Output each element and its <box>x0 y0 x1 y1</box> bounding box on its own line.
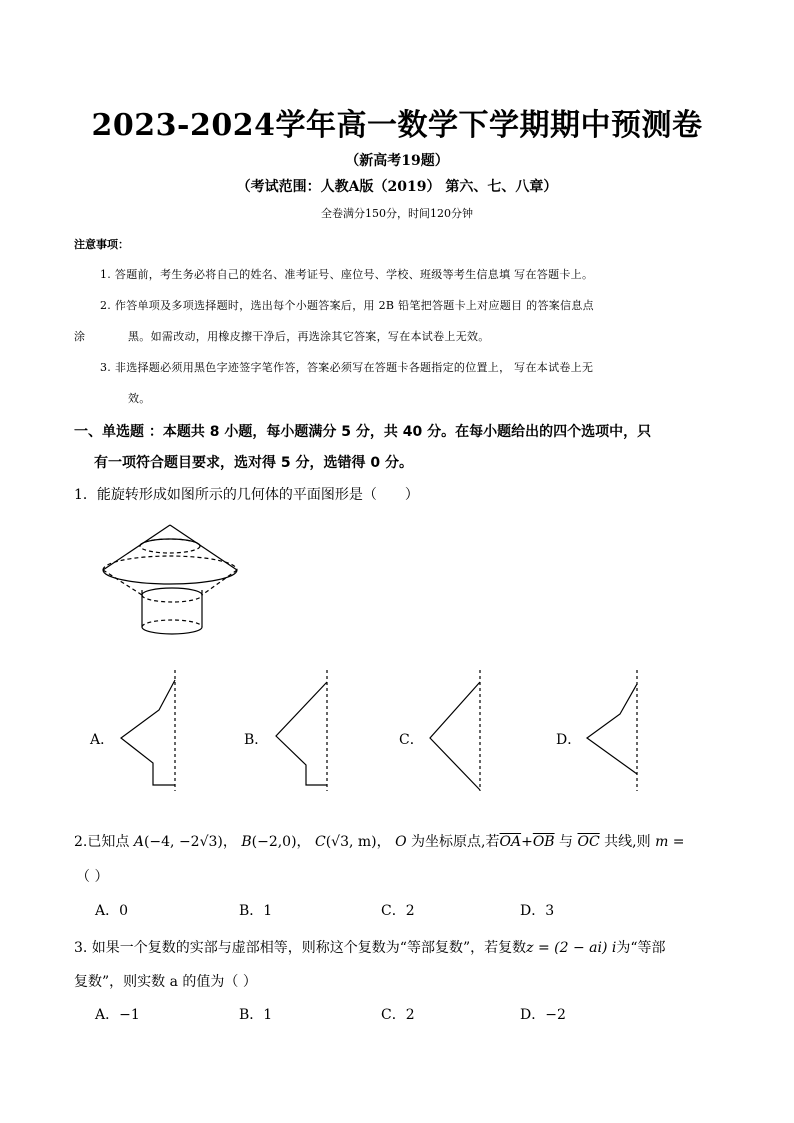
question-2-line-1 <box>74 831 685 851</box>
note-item-2-cont-a: 涂 <box>74 330 86 343</box>
q2-point-c-label: C <box>315 834 326 850</box>
q3-text-1: 3. 如果一个复数的实部与虚部相等，则称这个复数为“等部复数”，若复数 <box>74 940 527 956</box>
q2-text-1: 已知点 <box>87 834 130 850</box>
q1-option-a-figure <box>115 668 185 793</box>
note-item-1: 1. 答题前，考生务必将自己的姓名、准考证号、座位号、学校、班级等考生信息填 写在答题卡上。 <box>100 268 594 281</box>
q2-plus: + <box>521 834 533 850</box>
q1-option-a-label[interactable]: A． <box>90 732 115 748</box>
exam-score-time: 全卷满分150分，时间120分钟 <box>321 207 473 220</box>
q3-option-d[interactable]: D．−2 <box>520 1007 566 1023</box>
section-1-heading-cont: 有一项符合题目要求，选对得 5 分，选错得 0 分。 <box>94 455 413 471</box>
q3-text-2: 为“等部 <box>616 940 666 956</box>
q1-option-b-figure <box>270 668 340 793</box>
note-item-2: 2. 作答单项及多项选择题时，选出每个小题答案后，用 2B 铅笔把答题卡上对应题目 的答案信息点 <box>100 299 594 312</box>
q2-answer-paren: （ ） <box>76 869 109 885</box>
q2-text-4: 共线,则 <box>604 834 651 850</box>
q1-option-d-figure <box>582 668 652 793</box>
note-item-3: 3. 非选择题必须用黑色字迹签字笔作答，答案必须写在答题卡各题指定的位置上， 写在本试卷上无 <box>100 361 594 374</box>
q2-option-b[interactable]: B．1 <box>239 903 273 919</box>
q2-number: 2. <box>74 834 88 850</box>
q2-sep-3: ， <box>376 834 391 850</box>
q3-option-c[interactable]: C．2 <box>381 1007 415 1023</box>
note-item-3-cont: 效。 <box>128 392 151 405</box>
q2-option-c[interactable]: C．2 <box>381 903 415 919</box>
section-1-heading: 一、单选题 ：本题共 8 小题，每小题满分 5 分，共 40 分。在每小题给出的四个选项中，只 <box>74 424 652 440</box>
q1-option-c-label[interactable]: C． <box>399 732 424 748</box>
q2-origin-label: O <box>395 834 407 850</box>
q3-formula: z = (2 − ai) i <box>526 940 617 956</box>
q2-point-b-label: B <box>241 834 252 850</box>
q2-option-d[interactable]: D．3 <box>520 903 555 919</box>
q2-sep-1: ， <box>222 834 237 850</box>
q1-option-d-label[interactable]: D． <box>556 732 582 748</box>
q2-vector-ob: $\overline{OB}$ <box>532 834 555 850</box>
q2-vector-oc: $\overline{OC}$ <box>577 834 600 850</box>
q2-point-c-coord: (√3, m) <box>325 834 377 850</box>
exam-title: 2023-2024学年高一数学下学期期中预测卷 <box>91 108 703 143</box>
notes-heading: 注意事项： <box>74 238 129 251</box>
question-3-line-1 <box>74 937 666 957</box>
q2-point-b-coord: (−2,0) <box>251 834 297 850</box>
exam-scope: （考试范围：人教A版（2019） 第六、七、八章） <box>236 179 558 195</box>
q2-point-a-coord: (−4, −2√3) <box>143 834 223 850</box>
q1-option-b-label[interactable]: B． <box>244 732 269 748</box>
exam-subtitle: （新高考19题） <box>345 153 449 169</box>
q2-vector-oa: $\overline{OA}$ <box>499 834 522 850</box>
note-item-2-cont-b: 黑。如需改动，用橡皮擦干净后，再选涂其它答案，写在本试卷上无效。 <box>128 330 490 343</box>
q2-sep-2: ， <box>296 834 311 850</box>
q1-option-c-figure <box>425 668 495 793</box>
question-1-solid-figure <box>95 515 265 645</box>
q3-option-a[interactable]: A．−1 <box>95 1007 140 1023</box>
q2-text-2: 为坐标原点,若 <box>411 834 500 850</box>
q2-m-equals: m = <box>655 834 685 850</box>
q3-option-b[interactable]: B．1 <box>239 1007 273 1023</box>
q2-text-3: 与 <box>559 834 574 850</box>
q2-option-a[interactable]: A．0 <box>95 903 129 919</box>
question-1-stem: 1．能旋转形成如图所示的几何体的平面图形是（ ） <box>74 487 419 503</box>
q2-point-a-label: A <box>133 834 144 850</box>
question-3-line-2: 复数”，则实数 a 的值为（ ） <box>74 974 257 990</box>
